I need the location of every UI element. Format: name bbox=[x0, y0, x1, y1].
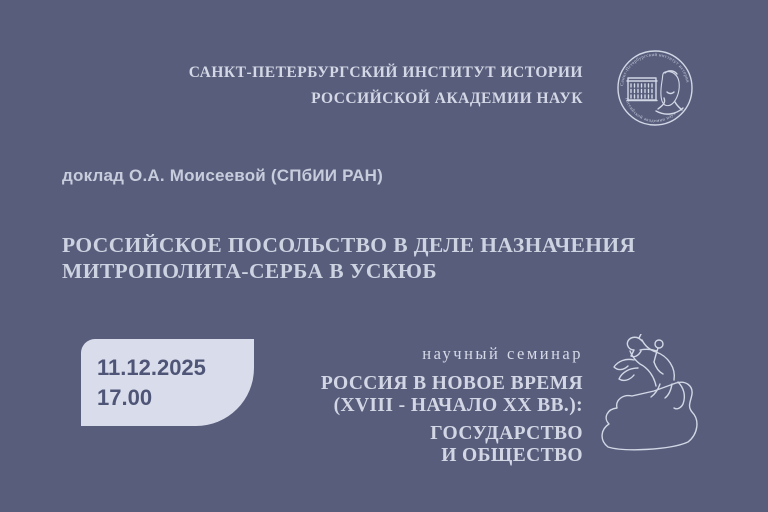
seminar-name-line1: РОССИЯ В НОВОЕ ВРЕМЯ bbox=[320, 373, 583, 394]
seminar-name-line3: ГОСУДАРСТВО bbox=[430, 423, 583, 444]
seal-building bbox=[627, 78, 657, 101]
seminar-block bbox=[321, 344, 583, 466]
seal-arc-top-text: Санкт-Петербургский институт истории bbox=[619, 51, 691, 87]
event-time: 17.00 bbox=[97, 385, 153, 410]
event-date: 11.12.2025 bbox=[97, 355, 206, 380]
talk-title-line1: РОССИЙСКОЕ ПОСОЛЬСТВО В ДЕЛЕ НАЗНАЧЕНИЯ bbox=[62, 233, 636, 257]
seminar-name-line2: (XVIII - НАЧАЛО XX ВВ.): bbox=[333, 394, 583, 416]
seminar-name-line4: И ОБЩЕСТВО bbox=[441, 444, 583, 466]
institute-seal-icon bbox=[614, 47, 696, 129]
bronze-horseman-icon bbox=[594, 334, 714, 458]
date-time-panel bbox=[81, 339, 254, 426]
seal-arc-bottom-text: Российской академии наук bbox=[624, 96, 677, 124]
institute-name-line1: САНКТ-ПЕТЕРБУРГСКИЙ ИНСТИТУТ ИСТОРИИ bbox=[188, 64, 583, 81]
speaker-line: доклад О.А. Моисеевой (СПбИИ РАН) bbox=[62, 166, 383, 185]
institute-header bbox=[189, 60, 583, 112]
seminar-kicker: научный семинар bbox=[422, 344, 583, 363]
seal-portrait bbox=[656, 71, 683, 114]
talk-title-line2: МИТРОПОЛИТА-СЕРБА В УСКЮБ bbox=[62, 258, 438, 283]
talk-title bbox=[62, 233, 635, 284]
institute-name-line2: РОССИЙСКОЙ АКАДЕМИИ НАУК bbox=[311, 90, 583, 107]
